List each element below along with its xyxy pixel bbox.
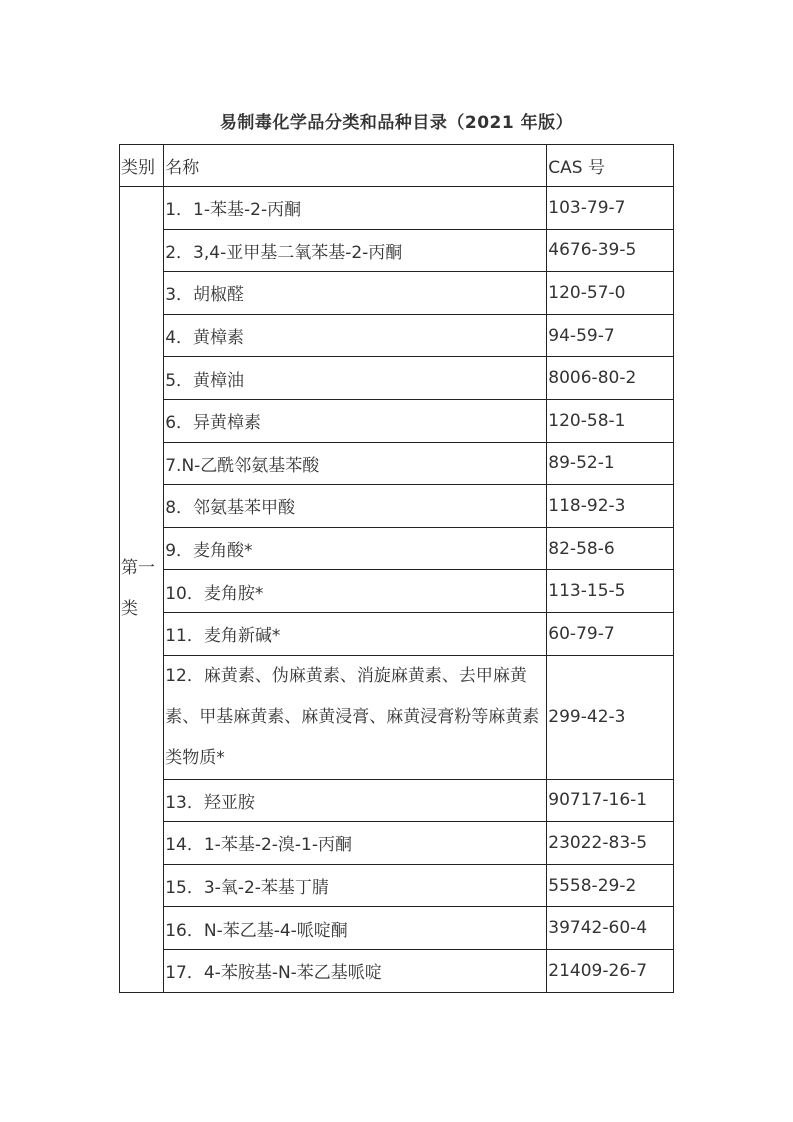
table-row [120,655,674,779]
table-row [120,612,674,655]
cas-number: 103-79-7 [547,187,674,230]
table-row [120,357,674,400]
chemical-name: 1．1-苯基-2-丙酮 [164,187,547,230]
chemical-name: 15．3-氧-2-苯基丁腈 [164,864,547,907]
chemical-name: 10．麦角胺* [164,570,547,613]
cas-number: 8006-80-2 [547,357,674,400]
chemical-name: 2．3,4-亚甲基二氧苯基-2-丙酮 [164,229,547,272]
chemical-name: 7.N-乙酰邻氨基苯酸 [164,442,547,485]
chemical-name: 13．羟亚胺 [164,779,547,822]
chemical-name: 11．麦角新碱* [164,612,547,655]
header-name: 名称 [164,145,547,187]
table-row [120,864,674,907]
chemical-name: 5．黄樟油 [164,357,547,400]
chemical-name: 6．异黄樟素 [164,399,547,442]
table-row [120,570,674,613]
table-row [120,779,674,822]
header-category: 类别 [120,145,164,187]
table-row [120,485,674,528]
cas-number: 118-92-3 [547,485,674,528]
table-row [120,187,674,230]
cas-number: 94-59-7 [547,314,674,357]
chemical-name: 3．胡椒醛 [164,272,547,315]
precursor-chemicals-table [119,144,674,993]
category-cell: 第一类 [120,187,164,993]
table-row [120,272,674,315]
table-row [120,907,674,950]
cas-number: 60-79-7 [547,612,674,655]
table-row [120,822,674,865]
cas-number: 21409-26-7 [547,949,674,992]
chemical-name: 8．邻氨基苯甲酸 [164,485,547,528]
cas-number: 90717-16-1 [547,779,674,822]
header-cas: CAS 号 [547,145,674,187]
table-row [120,527,674,570]
cas-number: 120-57-0 [547,272,674,315]
cas-number: 120-58-1 [547,399,674,442]
document-title: 易制毒化学品分类和品种目录（2021 年版） [219,113,574,133]
cas-number: 4676-39-5 [547,229,674,272]
chemical-name: 16．N-苯乙基-4-哌啶酮 [164,907,547,950]
table-row [120,314,674,357]
table-header-row [120,145,674,187]
cas-number: 23022-83-5 [547,822,674,865]
table-row [120,949,674,992]
table-row [120,442,674,485]
chemical-name: 12．麻黄素、伪麻黄素、消旋麻黄素、去甲麻黄素、甲基麻黄素、麻黄浸膏、麻黄浸膏粉等麻黄素类物质* [164,655,547,779]
chemical-name: 4．黄樟素 [164,314,547,357]
table-row [120,229,674,272]
cas-number: 39742-60-4 [547,907,674,950]
cas-number: 82-58-6 [547,527,674,570]
cas-number: 5558-29-2 [547,864,674,907]
chemical-name: 9．麦角酸* [164,527,547,570]
cas-number: 89-52-1 [547,442,674,485]
chemical-name: 14．1-苯基-2-溴-1-丙酮 [164,822,547,865]
table-row [120,399,674,442]
cas-number: 113-15-5 [547,570,674,613]
cas-number: 299-42-3 [547,655,674,779]
chemical-name: 17．4-苯胺基-N-苯乙基哌啶 [164,949,547,992]
